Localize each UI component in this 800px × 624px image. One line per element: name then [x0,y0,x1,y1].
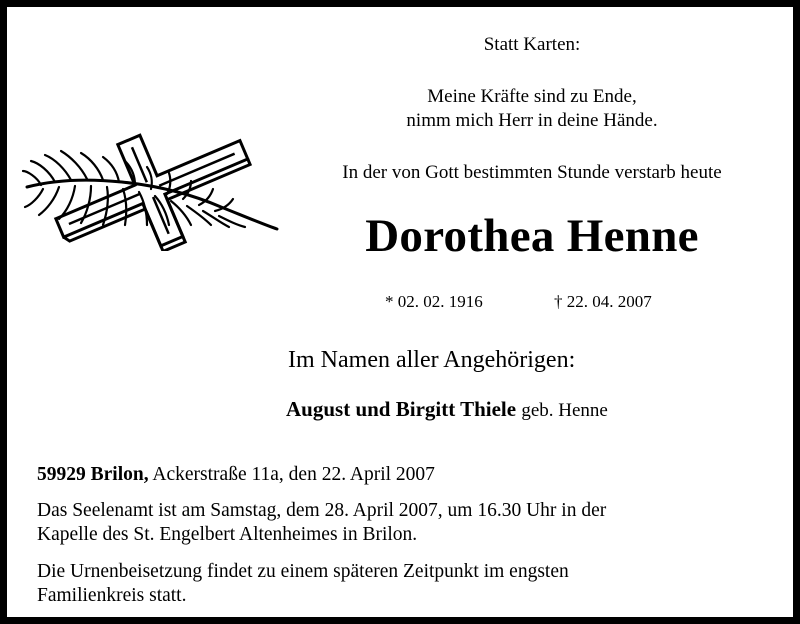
mourners-heading: Im Namen aller Angehörigen: [288,347,576,373]
urn-line-2: Familienkreis statt. [37,585,187,606]
intro-text: In der von Gott bestimmten Stunde verstarb heute [342,162,722,183]
urn-line-1: Die Urnenbeisetzung findet zu einem späteren Zeitpunkt im engsten [37,561,569,582]
address-rest: Ackerstraße 11a, den 22. April 2007 [152,464,435,485]
cross-with-palm-branch-icon [21,125,283,251]
notice-header: Statt Karten: [483,34,581,55]
family-nee: geb. Henne [521,400,608,421]
address-line [37,463,435,487]
birth-date: * 02. 02. 1916 [385,292,483,311]
family-names: August und Birgitt Thiele [286,397,517,421]
death-date: † 22. 04. 2007 [554,292,652,311]
verse-line-2: nimm mich Herr in deine Hände. [406,110,658,131]
family-line [286,395,608,425]
service-line-1: Das Seelenamt ist am Samstag, dem 28. April 2007, um 16.30 Uhr in der [37,500,607,521]
address-city: 59929 Brilon, [37,464,149,485]
verse-line-1: Meine Kräfte sind zu Ende, [427,86,637,107]
deceased-name: Dorothea Henne [365,210,699,262]
service-line-2: Kapelle des St. Engelbert Altenheimes in Brilon. [37,524,418,545]
